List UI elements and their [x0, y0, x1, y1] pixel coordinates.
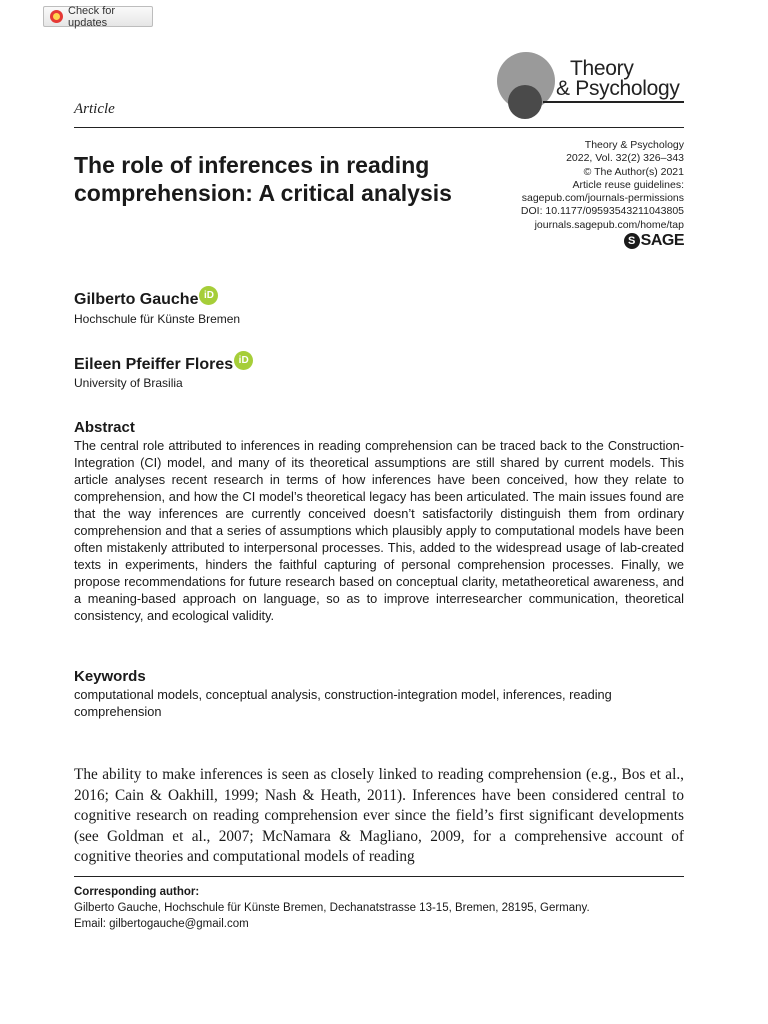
crossmark-icon [50, 10, 63, 23]
sage-icon: S [624, 233, 640, 249]
journal-logo-line2: & Psychology [556, 77, 680, 100]
check-for-updates-button[interactable] [43, 6, 153, 27]
meta-volume: 2022, Vol. 32(2) 326–343 [566, 152, 684, 165]
footnote-divider [74, 876, 684, 877]
author-1-affiliation: Hochschule für Künste Bremen [74, 312, 241, 326]
corresponding-author-label: Corresponding author: [74, 886, 200, 898]
corresponding-author-email[interactable]: Email: gilbertogauche@gmail.com [74, 918, 249, 930]
keywords-heading: Keywords [74, 668, 146, 685]
corresponding-author-address: Gilberto Gauche, Hochschule für Künste Bremen, Dechanatstrasse 13-15, Bremen, 28195, Germany. [74, 902, 590, 914]
sage-wordmark: SAGE [640, 232, 684, 249]
keywords-text: computational models, conceptual analysis, construction-integration model, inferences, reading comprehension [74, 687, 612, 719]
author-1-name: Gilberto Gauche [74, 290, 199, 308]
publisher-logo [624, 233, 684, 249]
meta-permissions-link[interactable]: sagepub.com/journals-permissions [521, 192, 684, 205]
meta-reuse-label: Article reuse guidelines: [572, 178, 684, 191]
journal-logo-line1: Theory [570, 57, 634, 80]
article-type-label: Article [74, 101, 115, 117]
author-name-1 [74, 290, 218, 309]
meta-doi[interactable]: DOI: 10.1177/09593543211043805 [520, 205, 684, 218]
journal-logo-rule [543, 101, 684, 103]
check-for-updates-label: Check for updates [68, 4, 116, 29]
corresponding-author-note [74, 884, 590, 932]
article-title: The role of inferences in reading comprehension: A critical analysis [74, 152, 452, 206]
meta-journal: Theory & Psychology [584, 139, 684, 151]
author-2-affiliation: University of Brasilia [74, 376, 183, 390]
meta-copyright: © The Author(s) 2021 [583, 165, 684, 178]
abstract-heading: Abstract [74, 419, 135, 436]
author-2-name: Eileen Pfeiffer Flores [74, 355, 234, 373]
body-paragraph: The ability to make inferences is seen as closely linked to reading comprehension (e.g., Bos et al., 2016; Cain & Oakhill, 1999; Nash & Heath, 2011). Inferences have been considered central to cognitive research on reading comprehension ever since the field’s first significant developments (see Goldman et al., 2007; McNamara & Magliano, 2009, for a comprehensive account of cognitive theories and computational models of reading [74, 766, 684, 865]
orcid-icon[interactable]: iD [199, 286, 218, 305]
author-name-2 [74, 355, 253, 374]
header-divider [74, 127, 684, 128]
abstract-text: The central role attributed to inferences in reading comprehension can be traced back to the Construction-Integration (CI) model, and many of its theoretical assumptions are still shared by current models. This article analyses recent research in terms of how inferences have been conceived, how they relate to comprehension, and how the CI model’s theoretical legacy has been articulated. The main issues found are that the way inferences are currently conceived doesn’t satisfactorily distinguish them from ordinary comprehension and that a series of assumptions which plausibly apply to computational models have been often mistakenly attributed to interpersonal processes. This, added to the widespread usage of lab-created texts in experiments, hinders the faithful capturing of personal comprehension processes. Finally, we propose recommendations for future research based on conceptual clarity, metatheoretical awareness, and a meaning-based approach on language, so as to improve interresearcher communication, theoretical consistency, and ecological validity. [74, 438, 684, 623]
publication-metadata [521, 139, 684, 232]
orcid-icon[interactable]: iD [234, 351, 253, 370]
journal-logo-circle-small [508, 85, 542, 119]
meta-journal-link[interactable]: journals.sagepub.com/home/tap [534, 218, 684, 231]
